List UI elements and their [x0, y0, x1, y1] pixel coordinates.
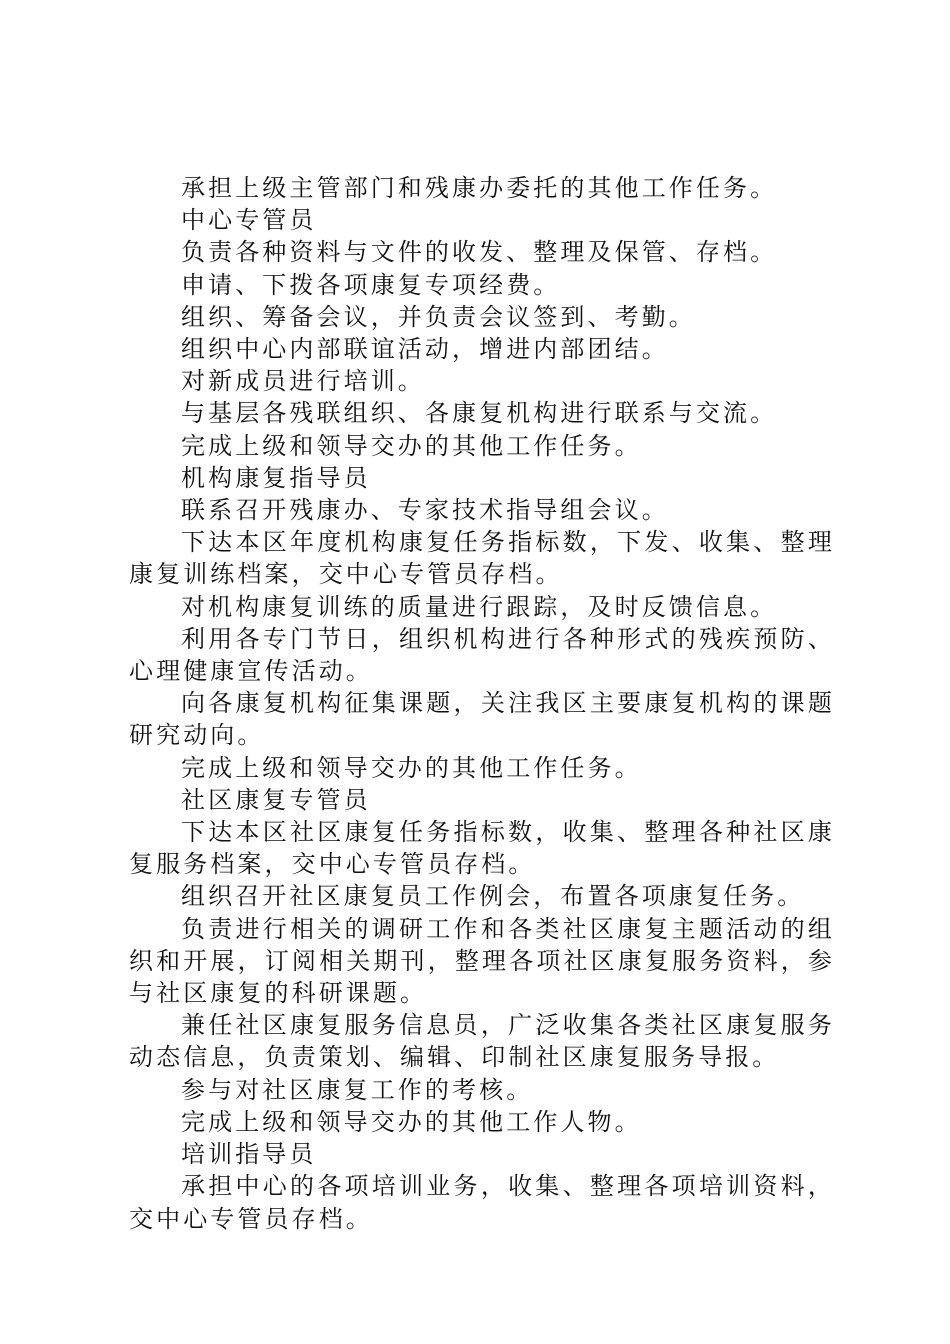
paragraph: 负责各种资料与文件的收发、整理及保管、存档。: [181, 238, 778, 267]
paragraph: 兼任社区康复服务信息员，广泛收集各类社区康复服务动态信息，负责策划、编辑、印制社区康复服务导报。: [129, 1011, 835, 1072]
paragraph: 完成上级和领导交办的其他工作人物。: [181, 1107, 642, 1136]
paragraph: 承担中心的各项培训业务，收集、整理各项培训资料，交中心专管员存档。: [129, 1172, 835, 1233]
section-heading: 机构康复指导员: [181, 463, 371, 492]
paragraph: 组织中心内部联谊活动，增进内部团结。: [181, 335, 669, 364]
paragraph: 组织、筹备会议，并负责会议签到、考勤。: [181, 302, 696, 331]
paragraph: 申请、下拨各项康复专项经费。: [181, 270, 561, 299]
paragraph: 下达本区社区康复任务指标数，收集、整理各种社区康复服务档案，交中心专管员存档。: [129, 818, 835, 879]
paragraph: 对机构康复训练的质量进行跟踪，及时反馈信息。: [181, 592, 778, 621]
paragraph: 参与对社区康复工作的考核。: [181, 1075, 534, 1104]
paragraph: 联系召开残康办、专家技术指导组会议。: [181, 496, 669, 525]
paragraph: 完成上级和领导交办的其他工作任务。: [181, 753, 642, 782]
section-heading: 培训指导员: [181, 1140, 317, 1169]
section-heading: 社区康复专管员: [181, 785, 371, 814]
section-heading: 中心专管员: [181, 206, 317, 235]
paragraph: 下达本区年度机构康复任务指标数，下发、收集、整理康复训练档案，交中心专管员存档。: [129, 528, 835, 589]
paragraph: 与基层各残联组织、各康复机构进行联系与交流。: [181, 399, 778, 428]
paragraph: 对新成员进行培训。: [181, 367, 425, 396]
paragraph: 负责进行相关的调研工作和各类社区康复主题活动的组织和开展，订阅相关期刊，整理各项社区康复服务资料，参与社区康复的科研课题。: [129, 914, 835, 1008]
paragraph: 利用各专门节日，组织机构进行各种形式的残疾预防、心理健康宣传活动。: [129, 624, 835, 686]
paragraph: 向各康复机构征集课题，关注我区主要康复机构的课题研究动向。: [129, 689, 835, 750]
paragraph: 完成上级和领导交办的其他工作任务。: [181, 431, 642, 460]
paragraph: 承担上级主管部门和残康办委托的其他工作任务。: [181, 174, 778, 202]
document-body: [129, 172, 835, 1235]
paragraph: 组织召开社区康复员工作例会，布置各项康复任务。: [181, 882, 805, 911]
